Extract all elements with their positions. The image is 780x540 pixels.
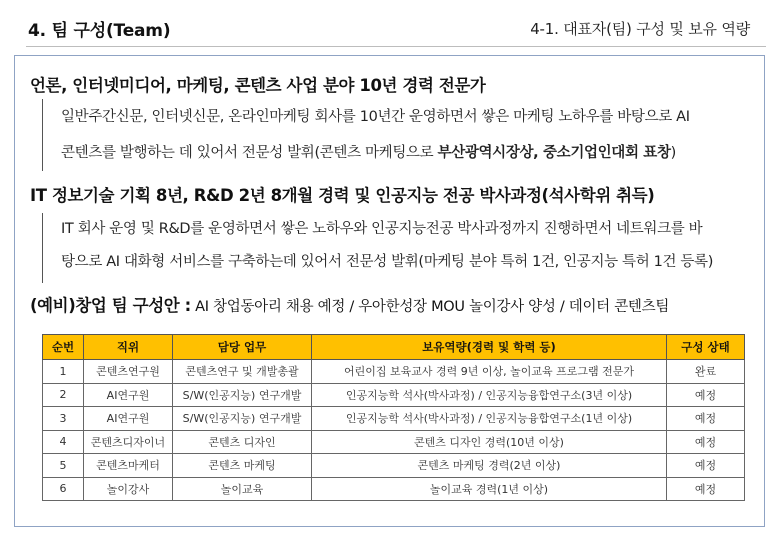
section2-line1: IT 회사 운영 및 R&D를 운영하면서 쌓은 노하우와 인공지능전공 박사과정까지 진행하면서 네트워크를 바 <box>61 221 703 237</box>
cell-duty: 콘텐츠 마케팅 <box>173 454 312 478</box>
cell-position: 콘텐츠마케터 <box>84 454 173 478</box>
cell-number: 1 <box>43 360 84 384</box>
cell-capability: 콘텐츠 마케팅 경력(2년 이상) <box>312 454 667 478</box>
cell-capability: 어린이집 보육교사 경력 9년 이상, 놀이교육 프로그램 전문가 <box>312 360 667 384</box>
section2-line2: 탕으로 AI 대화형 서비스를 구축하는데 있어서 전문성 발휘(마케팅 분야 특허 1건, 인공지능 특허 1건 등록) <box>61 254 714 270</box>
slide-header <box>0 0 780 48</box>
table-row <box>43 360 745 384</box>
cell-status: 예정 <box>667 383 745 407</box>
cell-position: AI연구원 <box>84 407 173 431</box>
table-row <box>43 477 745 501</box>
section1-awards: 부산광역시장상, 중소기업인대회 표창 <box>437 145 671 161</box>
cell-status: 예정 <box>667 454 745 478</box>
cell-status: 완료 <box>667 360 745 384</box>
cell-number: 2 <box>43 383 84 407</box>
cell-number: 3 <box>43 407 84 431</box>
cell-position: AI연구원 <box>84 383 173 407</box>
team-plan-label: (예비)창업 팀 구성안 : <box>30 296 191 315</box>
col-header-position: 직위 <box>84 335 173 360</box>
section1-line1: 일반주간신문, 인터넷신문, 온라인마케팅 회사를 10년간 운영하면서 쌓은 마케팅 노하우를 바탕으로 AI <box>61 109 690 125</box>
team-table <box>42 334 745 501</box>
cell-position: 놀이강사 <box>84 477 173 501</box>
cell-status: 예정 <box>667 407 745 431</box>
col-header-capability: 보유역량(경력 및 학력 등) <box>312 335 667 360</box>
table-row <box>43 383 745 407</box>
section1-line2-plain: 콘텐츠를 발행하는 데 있어서 전문성 발휘(콘텐츠 마케팅으로 <box>61 145 438 161</box>
cell-duty: 콘텐츠 디자인 <box>173 430 312 454</box>
cell-duty: S/W(인공지능) 연구개발 <box>173 407 312 431</box>
section1-body <box>42 99 752 171</box>
cell-number: 6 <box>43 477 84 501</box>
cell-duty: 놀이교육 <box>173 477 312 501</box>
header-divider <box>26 46 766 47</box>
col-header-status: 구성 상태 <box>667 335 745 360</box>
cell-status: 예정 <box>667 477 745 501</box>
team-plan-text: AI 창업동아리 채용 예정 / 우아한성장 MOU 놀이강사 양성 / 데이터 콘텐츠팀 <box>190 299 670 315</box>
cell-duty: S/W(인공지능) 연구개발 <box>173 383 312 407</box>
section1-line2 <box>61 135 752 171</box>
cell-capability: 놀이교육 경력(1년 이상) <box>312 477 667 501</box>
cell-status: 예정 <box>667 430 745 454</box>
cell-duty: 콘텐츠연구 및 개발총괄 <box>173 360 312 384</box>
section2-body <box>42 213 752 283</box>
cell-capability: 콘텐츠 디자인 경력(10년 이상) <box>312 430 667 454</box>
cell-capability: 인공지능학 석사(박사과정) / 인공지능융합연구소(3년 이상) <box>312 383 667 407</box>
section-title: 4. 팀 구성(Team) <box>28 21 171 41</box>
section2-heading: IT 정보기술 기획 8년, R&D 2년 8개월 경력 및 인공지능 전공 박사과정(석사학위 취득) <box>30 186 655 205</box>
table-row <box>43 454 745 478</box>
table-header-row <box>43 335 745 360</box>
section1-line2-end: ) <box>670 145 676 161</box>
cell-number: 4 <box>43 430 84 454</box>
table-row <box>43 430 745 454</box>
cell-position: 콘텐츠디자이너 <box>84 430 173 454</box>
cell-number: 5 <box>43 454 84 478</box>
team-plan-line <box>30 292 669 316</box>
section-subtitle: 4-1. 대표자(팀) 구성 및 보유 역량 <box>530 20 750 38</box>
col-header-number: 순번 <box>43 335 84 360</box>
section1-heading: 언론, 인터넷미디어, 마케팅, 콘텐츠 사업 분야 10년 경력 전문가 <box>30 76 486 95</box>
cell-capability: 인공지능학 석사(박사과정) / 인공지능융합연구소(1년 이상) <box>312 407 667 431</box>
col-header-duty: 담당 업무 <box>173 335 312 360</box>
table-row <box>43 407 745 431</box>
cell-position: 콘텐츠연구원 <box>84 360 173 384</box>
